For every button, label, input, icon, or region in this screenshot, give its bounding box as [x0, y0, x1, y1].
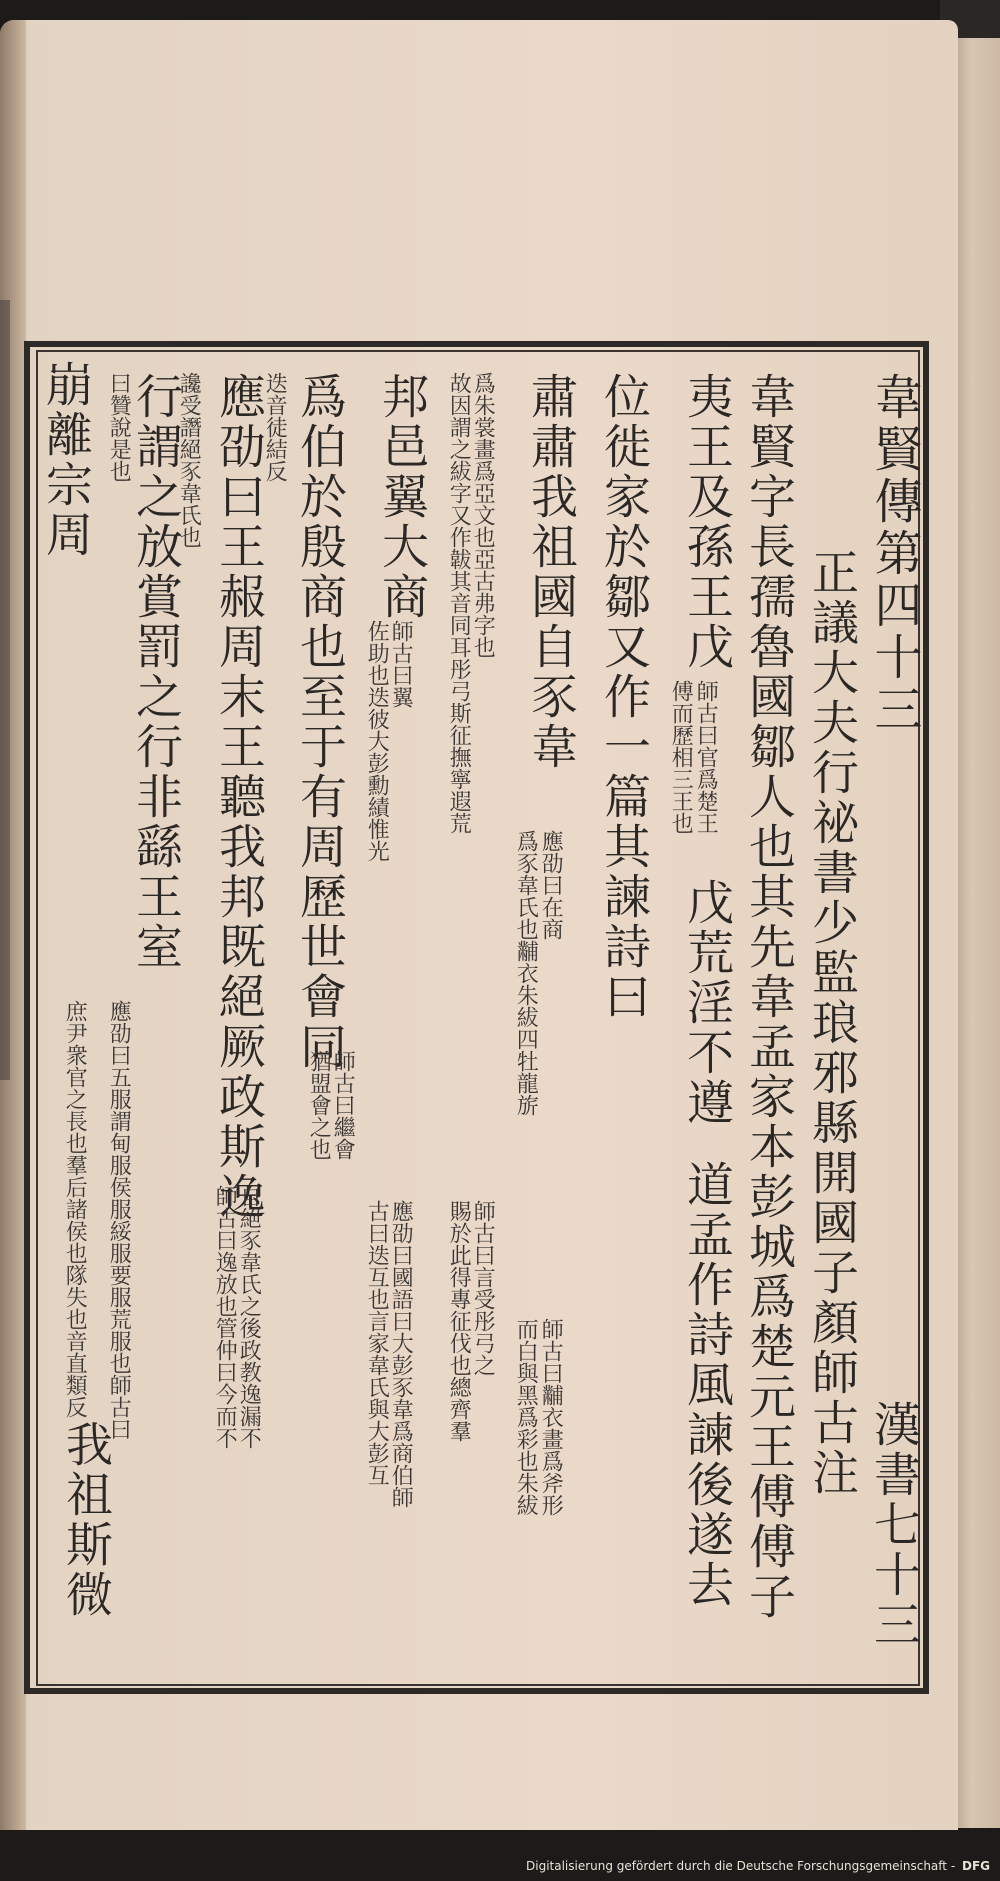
- note-column-2a: 師古曰官爲楚王: [693, 680, 719, 834]
- text-column-2-cont: 戊荒淫不遵: [679, 878, 734, 1128]
- text-column-1: 韋賢字長孺魯國鄒人也其先韋孟家本彭城爲楚元王傅傅子: [741, 372, 796, 1622]
- footer-text: Digitalisierung gefördert durch die Deutsche Forschungsgemeinschaft -: [526, 1859, 956, 1873]
- text-column-7: 爲伯於殷商也至于有周歷世會同: [292, 372, 347, 1072]
- book-reference: 漢書七十三: [866, 1400, 921, 1650]
- note-column-5b: 故因謂之紱字又作韍其音同耳彤弓斯征撫寧遐荒: [446, 372, 472, 834]
- text-column-3: 位徙家於鄒又作一篇其諫詩曰: [596, 372, 651, 1022]
- note-column-8a: 迭音徒結反: [262, 372, 288, 482]
- note-column-9a: 讒受譖絕豕韋氏也: [176, 372, 202, 548]
- annotator-line: 正議大夫行祕書少監琅邪縣開國子顏師古注: [804, 548, 859, 1498]
- note-column-7b: 猶盟會之也: [306, 1050, 332, 1160]
- note-column-4a: 應劭曰在商: [538, 830, 564, 940]
- digitization-footer: [526, 1859, 990, 1873]
- note-column-4c: 師古曰黼衣畫爲斧形: [538, 1318, 564, 1516]
- text-column-10-tail: 我祖斯微: [58, 1420, 113, 1620]
- dfg-logo: DFG: [961, 1859, 990, 1873]
- note-column-10b: 應劭曰五服謂甸服侯服綏服要服荒服也師古曰: [106, 1000, 132, 1440]
- note-column-6d: 古曰迭互也言家韋氏與大彭互: [364, 1200, 390, 1486]
- note-column-9b: 自絕豕韋氏之後政教逸漏不: [236, 1185, 262, 1449]
- note-column-9c: 師古曰逸放也管仲曰今而不: [212, 1185, 238, 1449]
- note-column-4b: 爲豕韋氏也黼衣朱紱四牡龍旂: [513, 830, 539, 1116]
- left-page-edge-stain: [0, 300, 10, 1080]
- text-column-2: 夷王及孫王戊: [679, 372, 734, 672]
- note-column-6a: 師古曰翼: [388, 620, 414, 708]
- note-column-4d: 而白與黑爲彩也朱紱: [513, 1318, 539, 1516]
- note-column-2b: 傅而歷相三王也: [668, 680, 694, 834]
- note-column-5c: 師古曰言受彤弓之: [470, 1200, 496, 1376]
- note-column-6c: 應劭曰國語曰大彭豕韋爲商伯師: [388, 1200, 414, 1508]
- note-column-5d: 賜於此得專征伐也總齊羣: [446, 1200, 472, 1442]
- note-column-7a: 師古曰繼會: [330, 1050, 356, 1160]
- text-column-8: 應劭曰王赧周末王聽我邦既絕厥政斯逸: [211, 372, 266, 1222]
- note-column-5a: 爲朱裳畫爲亞文也亞古弗字也: [470, 372, 496, 658]
- next-page-edge: [952, 38, 1000, 1828]
- text-column-2-tail: 道孟作詩風諫後遂去: [679, 1160, 734, 1610]
- text-column-4: 肅肅我祖國自豕韋: [523, 372, 578, 772]
- chapter-title: 韋賢傳第四十三: [866, 372, 922, 736]
- text-column-9: 行謂之放賞罰之行非繇王室: [128, 372, 183, 972]
- note-column-10c: 庶尹衆官之長也羣后諸侯也隊失也音直類反: [62, 1000, 88, 1418]
- note-column-6b: 佐助也迭彼大彭勳績惟光: [364, 620, 390, 862]
- note-column-10a: 曰贊說是也: [106, 372, 132, 482]
- text-column-6: 邦邑翼大商: [374, 372, 429, 622]
- text-column-10: 崩離宗周: [38, 360, 93, 560]
